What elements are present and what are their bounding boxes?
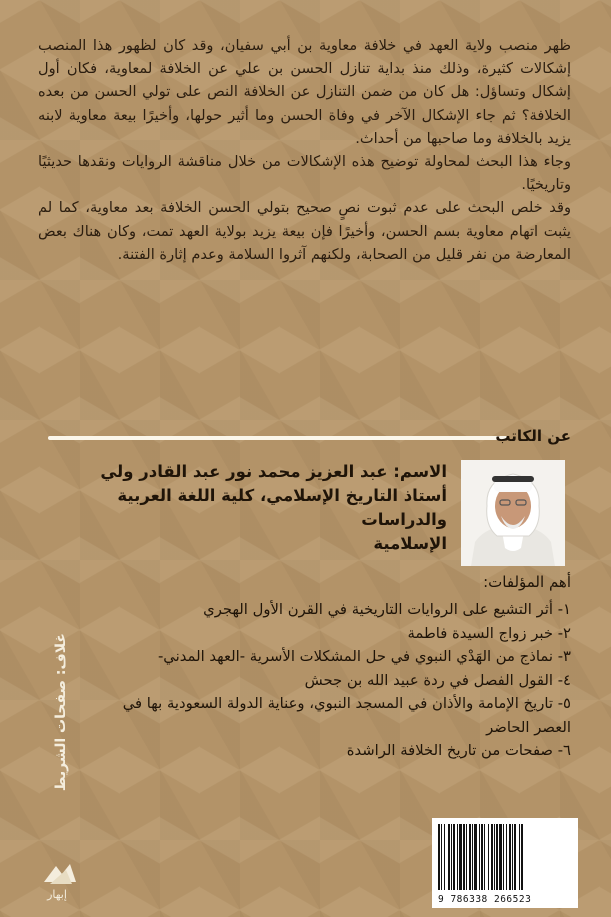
barcode-bar — [451, 824, 452, 890]
works-item: ١- أثر التشيع على الروايات التاريخية في القرن الأول الهجري — [203, 601, 571, 618]
barcode-bar — [466, 824, 467, 890]
barcode-bar — [509, 824, 511, 890]
barcode-bar — [494, 824, 495, 890]
isbn-barcode — [432, 818, 578, 908]
barcode-bar — [514, 824, 516, 890]
barcode-bar — [484, 824, 485, 890]
barcode-bar — [479, 824, 480, 890]
works-item: ٥- تاريخ الإمامة والأذان في المسجد النبوي، وعناية الدولة السعودية بها في العصر الحاضر — [122, 695, 571, 736]
blurb-paragraph-1: ظهر منصب ولاية العهد في خلافة معاوية بن أبي سفيان، وقد كان لظهور هذا المنصب إشكالات كثيرة، وذلك منذ بداية تنازل الحسن بن علي عن الخلافة لمعاوية، فكان أول إشكال وتساؤل: هل كان من ضمن التنازل عن الخلافة النص على تولي الحسن من بعده الخلافة؟ ثم جاء الإشكال الآخر في وفاة الحسن وما أثير حولها، وأخيرًا بيعة معاوية لابنه يزيد بالخلافة وما صاحبها من أحداث. — [38, 37, 571, 147]
author-title-continued: الإسلامية — [373, 534, 447, 553]
author-title: أستاذ التاريخ الإسلامي، كلية اللغة العربية والدراسات — [117, 486, 447, 529]
barcode-bar — [506, 824, 507, 890]
barcode-bar — [444, 824, 445, 890]
barcode-bar — [512, 824, 513, 890]
cover-blurb — [38, 34, 571, 266]
publisher-name: إبهار — [47, 888, 67, 901]
barcode-bar — [463, 824, 465, 890]
barcode-bar — [519, 824, 520, 890]
barcode-bar — [499, 824, 502, 890]
about-divider — [48, 436, 508, 440]
works-heading: أهم المؤلفات: — [483, 573, 571, 591]
author-name: الاسم: عبد العزيز محمد نور عبد القادر ولي — [100, 462, 447, 481]
barcode-bar — [488, 824, 489, 890]
barcode-bar — [469, 824, 471, 890]
isbn-number: 9 786338 266523 — [438, 894, 532, 905]
about-author-label: عن الكاتب — [495, 427, 571, 445]
barcode-bar — [481, 824, 483, 890]
author-info — [40, 460, 447, 556]
barcode-bar — [496, 824, 498, 890]
cover-credit: غلاف: صفحات الشريط — [53, 633, 69, 792]
works-item: ٤- القول الفصل في ردة عبيد الله بن جحش — [304, 671, 571, 689]
barcode-bar — [448, 824, 450, 890]
barcode-bar — [474, 824, 477, 890]
barcode-bar — [453, 824, 455, 890]
blurb-paragraph-3: وقد خلص البحث على عدم ثبوت نصٍ صحيح بتولي الحسن الخلافة بعد معاوية، كما لم يثبت اتهام معاوية بسم الحسن، وأخيرًا فإن بيعة يزيد بولاية العهد تمت، وكان هناك بعض المعارضة من نفر قليل من الصحابة، ولكنهم آثروا السلامة وعدم إثارة الفتنة. — [38, 199, 571, 263]
author-photo — [461, 460, 565, 566]
barcode-bar — [503, 824, 504, 890]
works-item: ٣- نماذج من الهَدْي النبوي في حل المشكلات الأسرية -العهد المدني- — [157, 648, 571, 665]
barcode-bar — [438, 824, 440, 890]
barcode-bar — [457, 824, 458, 890]
barcode-bar — [472, 824, 473, 890]
blurb-paragraph-2: وجاء هذا البحث لمحاولة توضيح هذه الإشكالات من خلال مناقشة الروايات ونقدها حديثيًا وتاريخيًا. — [38, 153, 571, 194]
works-item: ٦- صفحات من تاريخ الخلافة الراشدة — [346, 742, 571, 759]
works-list — [96, 598, 571, 763]
barcode-bar — [441, 824, 442, 890]
barcode-bar — [459, 824, 462, 890]
works-item: ٢- خبر زواج السيدة فاطمة — [407, 624, 571, 642]
barcode-bar — [521, 824, 523, 890]
barcode-bar — [491, 824, 493, 890]
